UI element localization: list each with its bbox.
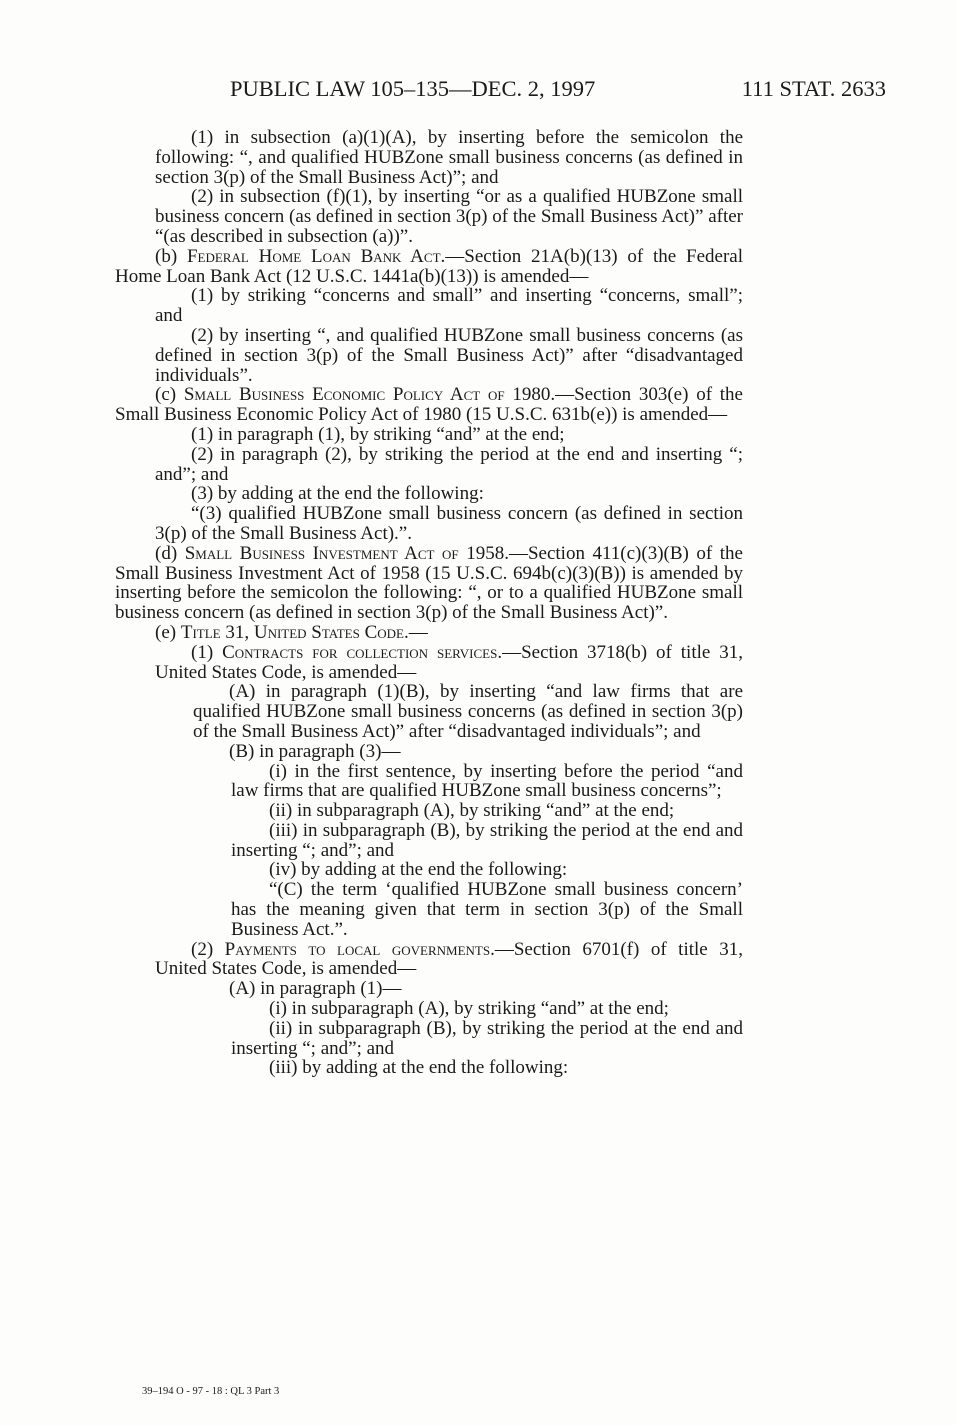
- paragraph: (2) in subsection (f)(1), by inserting “or as a qualified HUBZone small business concern (as defined in section 3(p) of the Small Business Act)” after “(as described in subsection (a))”.: [155, 186, 743, 247]
- section-heading: (d) Small Business Investment Act of 1958.—Section 411(c)(3)(B) of the Small Business Investment Act of 1958 (15 U.S.C. 694b(c)(3)(B)) is amended by inserting before the semicolon the following: “, or to a qualified HUBZone small business concern (as defined in section 3(p) of the Small Business Act)”.: [115, 542, 743, 624]
- subsection-heading: (2) Payments to local governments.—Section 6701(f) of title 31, United States Code, is amended—: [155, 938, 743, 980]
- paragraph: (3) by adding at the end the following:: [191, 483, 484, 505]
- paragraph: (i) in the first sentence, by inserting before the period “and law firms that are qualified HUBZone small business concerns”;: [231, 760, 743, 802]
- section-caption: Small Business Investment Act of 1958.: [184, 542, 509, 564]
- section-heading: (c) Small Business Economic Policy Act of 1980.—Section 303(e) of the Small Business Economic Policy Act of 1980 (15 U.S.C. 631b(e)) is amended—: [115, 384, 743, 426]
- print-footer: 39–194 O - 97 - 18 : QL 3 Part 3: [142, 1386, 280, 1397]
- section-caption: Federal Home Loan Bank Act.: [186, 245, 446, 267]
- stat-reference: 111 STAT. 2633: [741, 76, 886, 101]
- paragraph: (B) in paragraph (3)—: [229, 740, 401, 762]
- paragraph: (A) in paragraph (1)(B), by inserting “and law firms that are qualified HUBZone small business concerns (as defined in section 3(p) of the Small Business Act)” after “disadvantaged individuals”; and: [193, 681, 743, 742]
- paragraph: (ii) in subparagraph (A), by striking “and” at the end;: [269, 800, 675, 822]
- subsection-heading: (1) Contracts for collection services.—Section 3718(b) of title 31, United States Code, is amended—: [155, 641, 743, 683]
- paragraph: “(C) the term ‘qualified HUBZone small business concern’ has the meaning given that term in section 3(p) of the Small Business Act.”.: [231, 879, 743, 940]
- paragraph: (iii) by adding at the end the following:: [269, 1057, 569, 1079]
- paragraph: “(3) qualified HUBZone small business concern (as defined in section 3(p) of the Small Business Act).”.: [155, 503, 743, 544]
- section-heading: (e) Title 31, United States Code.—: [155, 621, 428, 643]
- page-header: [230, 76, 886, 106]
- paragraph: (2) in paragraph (2), by striking the period at the end and inserting “; and”; and: [155, 443, 743, 485]
- paragraph: (1) in subsection (a)(1)(A), by inserting before the semicolon the following: “, and qualified HUBZone small business concerns (as defined in section 3(p) of the Small Business Act)”; and: [155, 127, 743, 188]
- document-body: [115, 128, 743, 1078]
- paragraph: (ii) in subparagraph (B), by striking the period at the end and inserting “; and”; and: [231, 1017, 743, 1059]
- paragraph: (iv) by adding at the end the following:: [269, 859, 568, 881]
- section-caption: Title 31, United States Code.: [180, 621, 409, 643]
- paragraph: (2) by inserting “, and qualified HUBZone small business concerns (as defined in section 3(p) of the Small Business Act)” after “disadvantaged individuals”.: [155, 324, 743, 386]
- paragraph: (1) by striking “concerns and small” and inserting “concerns, small”; and: [155, 285, 743, 327]
- paragraph: (i) in subparagraph (A), by striking “and” at the end;: [269, 998, 669, 1020]
- section-caption: Payments to local governments.: [224, 938, 495, 960]
- section-caption: Small Business Economic Policy Act of 1980.: [183, 384, 556, 406]
- section-caption: Contracts for collection services.: [222, 641, 503, 663]
- section-heading: (b) Federal Home Loan Bank Act.—Section 21A(b)(13) of the Federal Home Loan Bank Act (12 U.S.C. 1441a(b)(13)) is amended—: [115, 245, 743, 287]
- paragraph: (iii) in subparagraph (B), by striking the period at the end and inserting “; and”; and: [231, 819, 743, 861]
- paragraph: (A) in paragraph (1)—: [229, 978, 402, 1000]
- paragraph: (1) in paragraph (1), by striking “and” at the end;: [191, 423, 565, 445]
- law-title: PUBLIC LAW 105–135—DEC. 2, 1997: [230, 76, 596, 101]
